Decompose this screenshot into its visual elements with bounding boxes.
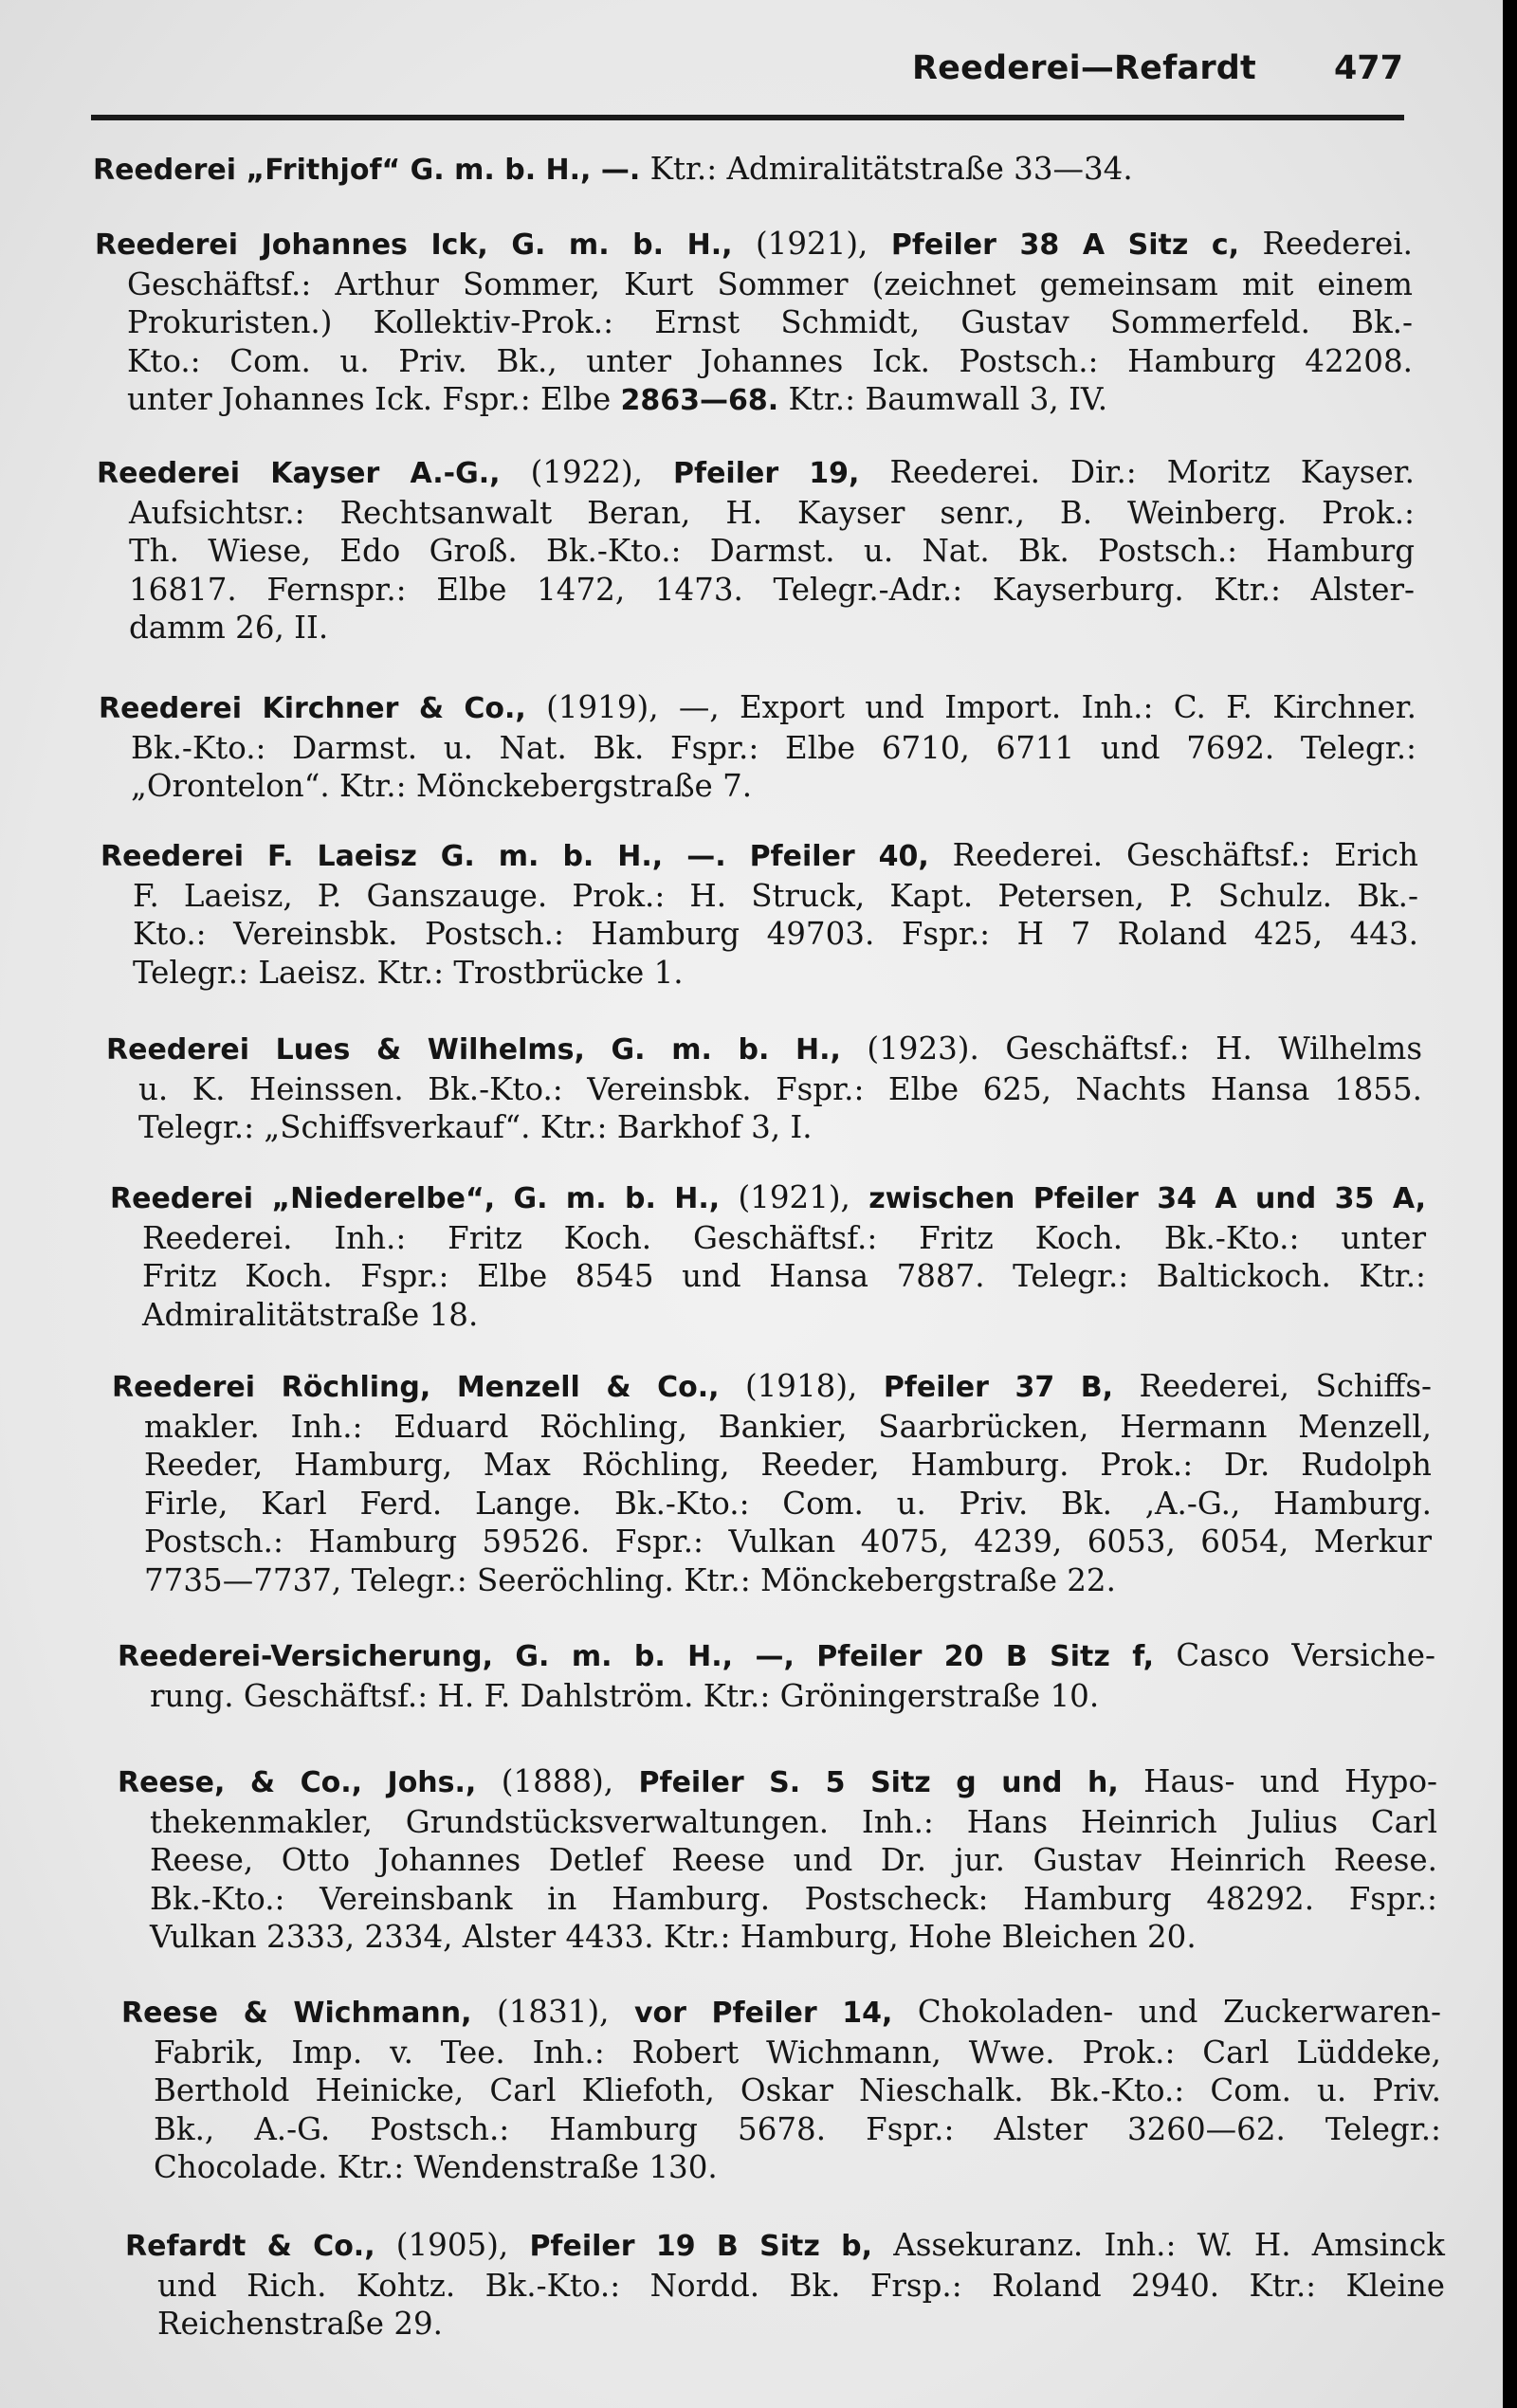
entry-text-segment: Assekuranz. Inh.: W. H. Amsinck	[872, 2227, 1445, 2263]
entry-continuation-line	[144, 1561, 1432, 1600]
entry-first-line	[118, 1636, 1435, 1677]
entry-text-segment: (1922),	[500, 454, 674, 490]
entry-bold-segment: zwischen Pfeiler 34 A und 35 A,	[868, 1182, 1426, 1215]
entry-bold-segment: Pfeiler 37 B,	[883, 1371, 1114, 1404]
directory-entry	[118, 1762, 1437, 1957]
entry-text-segment: (1921),	[720, 1179, 869, 1215]
entry-text-segment: Postsch.: Hamburg 59526. Fspr.: Vulkan 4075, 4239, 6053, 6054, Merkur	[144, 1523, 1432, 1560]
entry-bold-segment: Refardt & Co.,	[125, 2230, 375, 2263]
entry-continuation-line	[144, 1523, 1432, 1561]
entry-bold-segment: Reederei „Niederelbe“, G. m. b. H.,	[110, 1182, 721, 1215]
entry-continuation-line	[150, 1841, 1437, 1880]
entry-first-line	[112, 1367, 1432, 1408]
entry-text-segment: 7735—7737, Telegr.: Seeröchling. Ktr.: Mönckebergstraße 22.	[144, 1561, 1116, 1598]
entry-bold-segment: Reederei F. Laeisz G. m. b. H., —. Pfeiler 40,	[101, 840, 929, 873]
entry-text-segment: Fritz Koch. Fspr.: Elbe 8545 und Hansa 7887. Telegr.: Baltickoch. Ktr.:	[142, 1258, 1426, 1295]
entry-text-segment: Telegr.: Laeisz. Ktr.: Trostbrücke 1.	[133, 954, 684, 991]
entry-continuation-line	[144, 1485, 1432, 1523]
entry-text-segment: thekenmakler, Grundstücksverwaltungen. Inh.: Hans Heinrich Julius Carl	[150, 1803, 1437, 1840]
entry-continuation-line	[154, 2034, 1441, 2072]
entry-text-segment: (1888),	[476, 1763, 639, 1799]
entry-text-segment: Firle, Karl Ferd. Lange. Bk.-Kto.: Com. u. Priv. Bk. ,A.-G., Hamburg.	[144, 1485, 1432, 1522]
entry-text-segment: Kto.: Com. u. Priv. Bk., unter Johannes Ick. Postsch.: Hamburg 42208.	[127, 342, 1413, 379]
directory-entry	[125, 2226, 1445, 2344]
entry-text-segment: Telegr.: „Schiffsverkauf“. Ktr.: Barkhof 3, I.	[138, 1109, 813, 1146]
entry-text-segment: Haus- und Hypo-	[1118, 1763, 1438, 1799]
directory-entry	[97, 453, 1415, 648]
entry-bold-segment: Reederei-Versicherung, G. m. b. H., —, Pfeiler 20 B Sitz f,	[118, 1640, 1155, 1673]
header-rule	[91, 115, 1404, 120]
entry-continuation-line	[150, 1880, 1437, 1919]
entry-bold-segment: Reese, & Co., Johs.,	[118, 1766, 477, 1799]
entry-first-line	[110, 1178, 1426, 1219]
entry-text-segment: (1905),	[375, 2227, 530, 2263]
entry-text-segment: Reederei. Dir.: Moritz Kayser.	[859, 454, 1416, 490]
entry-text-segment: Berthold Heinicke, Carl Kliefoth, Oskar Nieschalk. Bk.-Kto.: Com. u. Priv.	[154, 2072, 1441, 2109]
entry-text-segment: Reederei, Schiffs-	[1113, 1368, 1432, 1404]
entry-first-line	[97, 453, 1415, 494]
entry-text-segment: u. K. Heinssen. Bk.-Kto.: Vereinsbk. Fspr.: Elbe 625, Nachts Hansa 1855.	[138, 1070, 1422, 1107]
entry-continuation-line	[133, 877, 1418, 916]
directory-entry	[93, 150, 1261, 191]
entry-text-segment: (1919), —, Export und Import. Inh.: C. F. Kirchner.	[525, 689, 1417, 725]
entry-continuation-line	[142, 1219, 1426, 1258]
entry-text-segment: Bk.-Kto.: Darmst. u. Nat. Bk. Fspr.: Elbe 6710, 6711 und 7692. Telegr.:	[131, 729, 1416, 766]
entry-continuation-line	[129, 571, 1415, 610]
page-number: 477	[1333, 49, 1403, 87]
entry-text-segment: Fabrik, Imp. v. Tee. Inh.: Robert Wichmann, Wwe. Prok.: Carl Lüddeke,	[154, 2034, 1441, 2071]
entry-text-segment: 16817. Fernspr.: Elbe 1472, 1473. Telegr.-Adr.: Kayserburg. Ktr.: Alster-	[129, 571, 1415, 608]
entry-bold-segment: Pfeiler 38 A Sitz c,	[890, 228, 1240, 262]
entry-text-segment: Admiralitätstraße 18.	[142, 1296, 479, 1333]
entry-first-line	[99, 688, 1416, 729]
entry-continuation-line	[150, 1918, 1437, 1957]
entry-text-segment: Reederei.	[1239, 226, 1413, 262]
entry-bold-segment: Reederei Kirchner & Co.,	[99, 692, 526, 725]
entry-text-segment: Bk., A.-G. Postsch.: Hamburg 5678. Fspr.: Alster 3260—62. Telegr.:	[154, 2110, 1441, 2147]
entry-bold-segment: Pfeiler 19,	[673, 457, 860, 490]
entry-bold-segment: Reederei Röchling, Menzell & Co.,	[112, 1371, 720, 1404]
entry-first-line	[95, 225, 1413, 265]
entry-text-segment: unter Johannes Ick. Fspr.: Elbe	[127, 381, 621, 418]
entry-text-segment: und Rich. Kohtz. Bk.-Kto.: Nordd. Bk. Frsp.: Roland 2940. Ktr.: Kleine	[157, 2267, 1445, 2304]
directory-entry	[110, 1178, 1426, 1334]
entry-text-segment: Aufsichtsr.: Rechtsanwalt Beran, H. Kayser senr., B. Weinberg. Prok.:	[129, 494, 1415, 531]
entry-text-segment: Prokuristen.) Kollektiv-Prok.: Ernst Schmidt, Gustav Sommerfeld. Bk.-	[127, 304, 1413, 341]
entry-first-line	[118, 1762, 1437, 1803]
entry-text-segment: makler. Inh.: Eduard Röchling, Bankier, Saarbrücken, Hermann Menzell,	[144, 1408, 1432, 1445]
entry-continuation-line	[138, 1070, 1422, 1109]
entry-text-segment: Reese, Otto Johannes Detlef Reese und Dr. jur. Gustav Heinrich Reese.	[150, 1842, 1437, 1879]
directory-entry	[118, 1636, 1435, 1715]
entry-text-segment: Reederei. Geschäftsf.: Erich	[928, 837, 1418, 873]
entry-continuation-line	[157, 2267, 1445, 2306]
entry-bold-segment: Reederei Lues & Wilhelms, G. m. b. H.,	[106, 1033, 841, 1067]
entry-bold-segment: 2863—68.	[620, 384, 779, 418]
entry-continuation-line	[142, 1296, 1426, 1335]
entry-continuation-line	[154, 2110, 1441, 2149]
directory-entry	[99, 688, 1416, 806]
entry-continuation-line	[129, 494, 1415, 533]
entry-first-line	[121, 1993, 1441, 2034]
directory-entry	[121, 1993, 1441, 2187]
entry-continuation-line	[144, 1408, 1432, 1447]
entry-text-segment: (1923). Geschäftsf.: H. Wilhelms	[840, 1031, 1422, 1067]
entry-bold-segment: Pfeiler 19 B Sitz b,	[529, 2230, 873, 2263]
entry-text-segment: Th. Wiese, Edo Groß. Bk.-Kto.: Darmst. u. Nat. Bk. Postsch.: Hamburg	[129, 533, 1415, 570]
entry-text-segment: (1921),	[732, 226, 891, 262]
entry-continuation-line	[133, 915, 1418, 954]
entry-text-segment: Kto.: Vereinsbk. Postsch.: Hamburg 49703. Fspr.: H 7 Roland 425, 443.	[133, 916, 1418, 953]
directory-entry	[106, 1030, 1422, 1147]
entry-continuation-line	[133, 954, 1418, 993]
directory-entry	[112, 1367, 1432, 1600]
entry-text-segment: Ktr.: Baumwall 3, IV.	[778, 381, 1108, 418]
entry-first-line	[93, 150, 1261, 191]
entry-bold-segment: Reederei „Frithjof“ G. m. b. H., —.	[93, 154, 641, 187]
entry-continuation-line	[154, 2148, 1441, 2187]
entry-text-segment: damm 26, II.	[129, 610, 329, 647]
entry-text-segment: Chocolade. Ktr.: Wendenstraße 130.	[154, 2149, 718, 2186]
entry-bold-segment: Reese & Wichmann,	[121, 1997, 472, 2030]
entry-bold-segment: Reederei Kayser A.-G.,	[97, 457, 501, 490]
running-head-title: Reederei—Refardt	[912, 49, 1256, 87]
entry-continuation-line	[129, 609, 1415, 648]
entry-continuation-line	[157, 2305, 1445, 2344]
entry-text-segment: Ktr.: Admiralitätstraße 33—34.	[640, 151, 1133, 187]
entry-bold-segment: Pfeiler S. 5 Sitz g und h,	[638, 1766, 1119, 1799]
entry-text-segment: (1831),	[471, 1994, 634, 2030]
entry-first-line	[101, 836, 1418, 877]
entry-continuation-line	[150, 1677, 1435, 1716]
entry-text-segment: Bk.-Kto.: Vereinsbank in Hamburg. Postscheck: Hamburg 48292. Fspr.:	[150, 1880, 1437, 1917]
entry-continuation-line	[154, 2071, 1441, 2110]
entry-continuation-line	[144, 1446, 1432, 1485]
entry-text-segment: Reichenstraße 29.	[157, 2306, 444, 2343]
entry-continuation-line	[150, 1803, 1437, 1842]
entry-text-segment: Vulkan 2333, 2334, Alster 4433. Ktr.: Hamburg, Hohe Bleichen 20.	[150, 1919, 1197, 1956]
entry-text-segment: Reeder, Hamburg, Max Röchling, Reeder, Hamburg. Prok.: Dr. Rudolph	[144, 1447, 1432, 1484]
directory-entry	[95, 225, 1413, 421]
entry-continuation-line	[127, 342, 1413, 381]
entry-text-segment: rung. Geschäftsf.: H. F. Dahlström. Ktr.: Gröningerstraße 10.	[150, 1677, 1100, 1714]
entry-text-segment: Casco Versiche-	[1154, 1637, 1435, 1673]
entry-text-segment: Geschäftsf.: Arthur Sommer, Kurt Sommer (zeichnet gemeinsam mit einem	[127, 265, 1413, 302]
entry-continuation-line	[129, 532, 1415, 571]
entry-bold-segment: Reederei Johannes Ick, G. m. b. H.,	[95, 228, 733, 262]
entry-first-line	[106, 1030, 1422, 1070]
entry-continuation-line	[127, 303, 1413, 342]
entry-bold-segment: vor Pfeiler 14,	[633, 1997, 893, 2030]
entry-continuation-line	[131, 767, 1416, 806]
entry-text-segment: F. Laeisz, P. Ganszauge. Prok.: H. Struck, Kapt. Petersen, P. Schulz. Bk.-	[133, 877, 1418, 914]
entry-continuation-line	[127, 265, 1413, 304]
entry-continuation-line	[127, 380, 1413, 421]
entry-continuation-line	[142, 1257, 1426, 1296]
directory-entry	[101, 836, 1418, 992]
entry-first-line	[125, 2226, 1445, 2267]
entry-text-segment: „Orontelon“. Ktr.: Mönckebergstraße 7.	[131, 768, 753, 805]
entry-text-segment: Reederei. Inh.: Fritz Koch. Geschäftsf.: Fritz Koch. Bk.-Kto.: unter	[142, 1219, 1426, 1256]
entry-text-segment: Chokoladen- und Zuckerwaren-	[892, 1994, 1442, 2030]
running-head	[91, 49, 1403, 106]
entry-continuation-line	[138, 1108, 1422, 1147]
entry-continuation-line	[131, 729, 1416, 768]
entry-text-segment: (1918),	[719, 1368, 884, 1404]
